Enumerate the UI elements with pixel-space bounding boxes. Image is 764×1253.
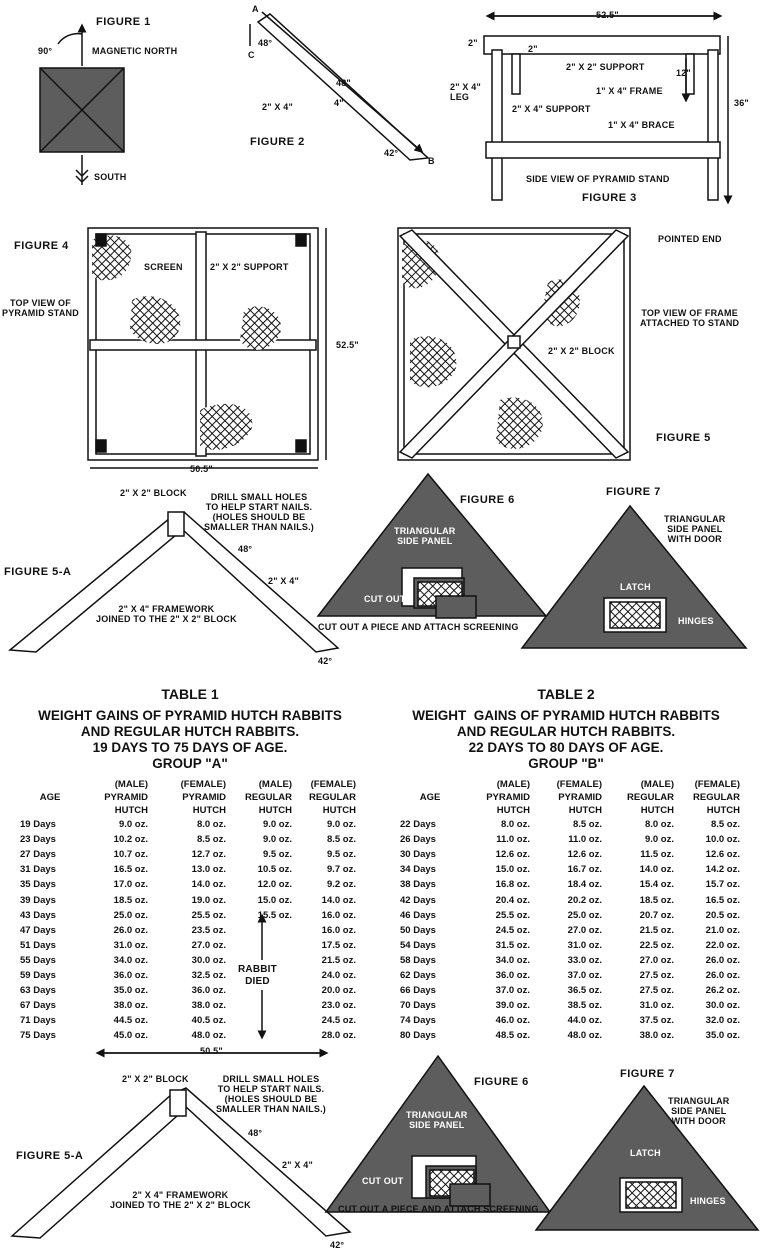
table-2-title: TABLE 2 [537,686,595,702]
figure-2-width: 4" [334,98,344,108]
age-cell: 51 Days [20,939,56,951]
weight-cell: 20.4 oz. [495,894,530,906]
age-cell: 58 Days [400,954,436,966]
weight-cell: 11.0 oz. [496,834,530,846]
weight-cell: 17.5 oz. [321,939,356,951]
weight-cell: 37.0 oz. [495,985,530,997]
weight-cell: 14.0 oz. [321,894,356,906]
table-row [20,938,356,953]
age-cell: 74 Days [400,1015,436,1027]
table-row [400,1028,740,1043]
weight-cell: 16.0 oz. [321,924,356,936]
age-cell: 38 Days [400,879,436,891]
figure-2-length: 48" [336,78,351,88]
figure-5a-angle-bottom-repeat: 42° [330,1240,345,1250]
weight-cell: 22.5 oz. [639,939,674,951]
figure-7-title-repeat: FIGURE 7 [620,1068,675,1080]
table-2-header: (MALE) REGULAR HUTCH [627,779,674,816]
weight-cell: 26.0 oz. [705,969,740,981]
figure-7-latch-repeat: LATCH [630,1148,661,1158]
weight-cell: 9.2 oz. [326,879,356,891]
weight-cell: 14.0 oz. [639,864,674,876]
weight-cell: 38.0 oz. [191,1000,226,1012]
weight-cell: 16.5 oz. [705,894,740,906]
table-1-header: (MALE) PYRAMID HUTCH [104,779,148,816]
weight-cell: 16.5 oz. [113,864,148,876]
weight-cell: 24.5 oz. [321,1015,356,1027]
weight-cell: 33.0 oz. [567,954,602,966]
figure-5a-framework-repeat: 2" X 4" FRAMEWORK JOINED TO THE 2" X 2" BLOCK [110,1190,251,1210]
figure-1-angle: 90° [38,46,53,56]
age-cell: 34 Days [400,864,436,876]
weight-cell: 17.0 oz. [113,879,148,891]
figure-6-panel: TRIANGULAR SIDE PANEL [394,526,456,546]
age-cell: 26 Days [400,834,436,846]
weight-cell: 8.5 oz. [326,834,356,846]
figure-6-attach-repeat: CUT OUT A PIECE AND ATTACH SCREENING [338,1204,539,1214]
weight-cell: 12.7 oz. [191,849,226,861]
figure-3-support-2x2: 2" X 2" SUPPORT [566,62,645,72]
table-row [400,923,740,938]
weight-cell: 9.5 oz. [262,849,292,861]
weight-cell: 27.5 oz. [639,969,674,981]
weight-cell: 36.0 oz. [495,969,530,981]
table-row [400,938,740,953]
age-cell: 50 Days [400,924,436,936]
figure-1-south: SOUTH [94,172,127,182]
weight-cell: 18.4 oz. [567,879,602,891]
age-cell: 22 Days [400,819,436,831]
table-1-header: AGE [39,792,61,803]
table-row [20,1013,356,1028]
weight-cell: 18.5 oz. [639,894,674,906]
age-cell: 30 Days [400,849,436,861]
figure-5a-angle-repeat: 48° [248,1128,263,1138]
weight-cell: 36.0 oz. [113,969,148,981]
age-cell: 66 Days [400,985,436,997]
figure-4-title: FIGURE 4 [14,240,69,252]
figure-2-c: C [248,50,255,60]
figure-3-top2: 2" [528,44,538,54]
figure-7-panel: TRIANGULAR SIDE PANEL WITH DOOR [664,514,726,544]
weight-cell: 24.5 oz. [495,924,530,936]
figure-3-title: FIGURE 3 [582,192,637,204]
age-cell: 27 Days [20,849,56,861]
weight-cell: 48.0 oz. [191,1030,226,1042]
weight-cell: 16.0 oz. [321,909,356,921]
figure-7-title: FIGURE 7 [606,486,661,498]
weight-cell: 19.0 oz. [191,894,226,906]
weight-cell: 18.5 oz. [113,894,148,906]
figure-6-cutout: CUT OUT [364,594,406,604]
age-cell: 67 Days [20,1000,56,1012]
weight-cell: 26.0 oz. [113,924,148,936]
weight-cell: 9.0 oz. [644,834,674,846]
table-row [400,847,740,862]
weight-cell: 44.5 oz. [113,1015,148,1027]
figure-5-pointed: POINTED END [658,234,722,244]
age-cell: 70 Days [400,1000,436,1012]
weight-cell: 30.0 oz. [705,1000,740,1012]
weight-cell: 25.5 oz. [495,909,530,921]
age-cell: 42 Days [400,894,436,906]
figure-5-title: FIGURE 5 [656,432,711,444]
table-row [20,862,356,877]
figure-7-hinges: HINGES [678,616,714,626]
table-2 [400,778,740,1043]
table-1 [20,778,356,1043]
figure-3-height: 36" [734,98,749,108]
weight-cell: 15.7 oz. [705,879,740,891]
weight-cell: 31.5 oz. [495,939,530,951]
figure-1-title: FIGURE 1 [96,16,151,28]
age-cell: 54 Days [400,939,436,951]
figure-5a-board: 2" X 4" [268,576,299,586]
weight-cell: 44.0 oz. [567,1015,602,1027]
weight-cell: 8.0 oz. [196,819,226,831]
figure-3-gap: 12" [676,68,691,78]
figure-4-stand-top [88,228,326,468]
figure-3-frame: 1" X 4" FRAME [596,86,663,96]
figure-2-angle-bottom: 42° [384,148,399,158]
figure-4-width: 50.5" [190,464,213,474]
weight-cell [226,998,292,1013]
figure-5a-angle: 48° [238,544,253,554]
weight-cell: 31.0 oz. [639,1000,674,1012]
weight-cell: 30.0 oz. [191,954,226,966]
weight-cell: 9.7 oz. [326,864,356,876]
table-1-header: (FEMALE) REGULAR HUTCH [309,779,356,816]
table-2-subtitle: WEIGHT GAINS OF PYRAMID HUTCH RABBITS AND REGULAR HUTCH RABBITS. 22 DAYS TO 80 DAYS OF AGE. GROUP "B" [412,708,720,771]
weight-cell: 23.0 oz. [321,1000,356,1012]
figure-6-panel-repeat: TRIANGULAR SIDE PANEL [406,1110,468,1130]
figure-4-support: 2" X 2" SUPPORT [210,262,289,272]
figure-3-width: 52.5" [596,10,619,20]
weight-cell: 45.0 oz. [113,1030,148,1042]
weight-cell: 23.5 oz. [191,924,226,936]
figure-3-support-2x4: 2" X 4" SUPPORT [512,104,591,114]
weight-cell: 27.0 oz. [191,939,226,951]
table-2-header: (MALE) PYRAMID HUTCH [486,779,530,816]
table-1-header: (MALE) REGULAR HUTCH [245,779,292,816]
weight-cell: 27.5 oz. [639,985,674,997]
weight-cell: 21.0 oz. [705,924,740,936]
figure-5a-board-repeat: 2" X 4" [282,1160,313,1170]
figure-7-hinges-repeat: HINGES [690,1196,726,1206]
age-cell: 63 Days [20,985,56,997]
weight-cell: 25.5 oz. [191,909,226,921]
table-row [20,847,356,862]
weight-cell: 16.7 oz. [567,864,602,876]
age-cell: 75 Days [20,1030,56,1042]
weight-cell: 20.0 oz. [321,985,356,997]
weight-cell: 35.0 oz. [705,1030,740,1042]
weight-cell: 10.5 oz. [257,864,292,876]
table-row [400,968,740,983]
table-row [20,1028,356,1043]
table-1-title: TABLE 1 [161,686,219,702]
weight-cell: 16.8 oz. [495,879,530,891]
weight-cell: 11.0 oz. [568,834,602,846]
weight-cell: 34.0 oz. [495,954,530,966]
weight-cell: 10.7 oz. [113,849,148,861]
age-cell: 62 Days [400,969,436,981]
weight-cell [226,1028,292,1043]
figure-2-title: FIGURE 2 [250,136,305,148]
weight-cell: 8.5 oz. [196,834,226,846]
weight-cell: 48.0 oz. [567,1030,602,1042]
weight-cell: 34.0 oz. [113,954,148,966]
age-cell: 80 Days [400,1030,436,1042]
figure-5a-block: 2" X 2" BLOCK [120,488,187,498]
weight-cell: 46.0 oz. [495,1015,530,1027]
table-row [20,923,356,938]
weight-cell: 8.5 oz. [710,819,740,831]
weight-cell: 20.2 oz. [567,894,602,906]
weight-cell: 22.0 oz. [705,939,740,951]
figure-5a-angle-bottom: 42° [318,656,333,666]
weight-cell: 15.5 oz. [257,909,292,921]
table-row [400,953,740,968]
weight-cell: 10.2 oz. [113,834,148,846]
figure-5a-drill: DRILL SMALL HOLES TO HELP START NAILS. (HOLES SHOULD BE SMALLER THAN NAILS.) [204,492,314,532]
table-row [20,968,356,983]
figure-5-block: 2" X 2" BLOCK [548,346,615,356]
table-row [400,817,740,832]
figure-5a-block-repeat: 2" X 2" BLOCK [122,1074,189,1084]
age-cell: 59 Days [20,969,56,981]
weight-cell: 15.4 oz. [639,879,674,891]
weight-cell: 38.0 oz. [639,1030,674,1042]
table-row [20,817,356,832]
age-cell: 43 Days [20,909,56,921]
weight-cell: 9.0 oz. [262,819,292,831]
weight-cell [226,938,292,953]
table-1-subtitle: WEIGHT GAINS OF PYRAMID HUTCH RABBITS AND REGULAR HUTCH RABBITS. 19 DAYS TO 75 DAYS OF AGE. GROUP "A" [38,708,342,771]
weight-cell: 36.0 oz. [191,985,226,997]
figure-5a-title-repeat: FIGURE 5-A [16,1150,84,1162]
table-2-header: (FEMALE) PYRAMID HUTCH [556,779,602,816]
weight-cell: 21.5 oz. [639,924,674,936]
weight-cell: 12.6 oz. [495,849,530,861]
table-row [400,998,740,1013]
weight-cell: 27.0 oz. [567,924,602,936]
table-row [400,983,740,998]
weight-cell: 12.0 oz. [257,879,292,891]
figure-5-view: TOP VIEW OF FRAME ATTACHED TO STAND [640,308,740,328]
table-row [20,953,356,968]
weight-cell: 21.5 oz. [321,954,356,966]
table-row [400,832,740,847]
table-row [400,892,740,907]
weight-cell: 15.0 oz. [495,864,530,876]
weight-cell: 20.5 oz. [705,909,740,921]
weight-cell: 9.0 oz. [326,819,356,831]
weight-cell: 14.0 oz. [191,879,226,891]
weight-cell: 38.5 oz. [567,1000,602,1012]
age-cell: 39 Days [20,894,56,906]
weight-cell: 9.0 oz. [118,819,148,831]
age-cell: 71 Days [20,1015,56,1027]
weight-cell: 28.0 oz. [321,1030,356,1042]
weight-cell: 13.0 oz. [191,864,226,876]
table-row [400,877,740,892]
table-row [20,983,356,998]
figure-6-cutout-repeat: CUT OUT [362,1176,404,1186]
figure-3-brace: 1" X 4" BRACE [608,120,675,130]
weight-cell: 37.0 oz. [567,969,602,981]
table-row [400,1013,740,1028]
table-2-header: (FEMALE) REGULAR HUTCH [693,779,740,816]
weight-cell [226,923,292,938]
age-cell: 35 Days [20,879,56,891]
figure-5a-drill-repeat: DRILL SMALL HOLES TO HELP START NAILS. (HOLES SHOULD BE SMALLER THAN NAILS.) [216,1074,326,1114]
table-row [20,877,356,892]
figure-5a-title: FIGURE 5-A [4,566,72,578]
table-1-header: (FEMALE) PYRAMID HUTCH [180,779,226,816]
weight-cell: 39.0 oz. [495,1000,530,1012]
weight-cell: 31.0 oz. [113,939,148,951]
weight-cell: 20.7 oz. [639,909,674,921]
table-row [400,908,740,923]
weight-cell: 26.0 oz. [705,954,740,966]
figure-6-attach: CUT OUT A PIECE AND ATTACH SCREENING [318,622,519,632]
age-cell: 47 Days [20,924,56,936]
figure-7-latch: LATCH [620,582,651,592]
age-cell: 19 Days [20,819,56,831]
weight-cell: 35.0 oz. [113,985,148,997]
age-cell: 23 Days [20,834,56,846]
weight-cell: 25.0 oz. [567,909,602,921]
table-row [20,908,356,923]
figure-4-view: TOP VIEW OF PYRAMID STAND [2,298,79,318]
figure-5-frame-top [398,228,630,460]
figure-6-title: FIGURE 6 [460,494,515,506]
table-1-dimension: 50.5" [200,1046,223,1056]
figure-4-screen: SCREEN [144,262,183,272]
table-row [20,998,356,1013]
table-row [400,862,740,877]
figure-7-panel-repeat: TRIANGULAR SIDE PANEL WITH DOOR [668,1096,730,1126]
figure-3-leg: 2" X 4" LEG [450,82,481,102]
weight-cell: 36.5 oz. [567,985,602,997]
weight-cell: 32.0 oz. [705,1015,740,1027]
weight-cell: 27.0 oz. [639,954,674,966]
figure-2-b: B [428,156,435,166]
weight-cell: 15.0 oz. [257,894,292,906]
age-cell: 31 Days [20,864,56,876]
weight-cell: 9.5 oz. [326,849,356,861]
weight-cell: 12.6 oz. [705,849,740,861]
weight-cell: 11.5 oz. [640,849,674,861]
age-cell: 55 Days [20,954,56,966]
weight-cell: 9.0 oz. [262,834,292,846]
weight-cell: 12.6 oz. [567,849,602,861]
weight-cell: 37.5 oz. [639,1015,674,1027]
figure-3-caption: SIDE VIEW OF PYRAMID STAND [526,174,670,184]
figure-5a-framework: 2" X 4" FRAMEWORK JOINED TO THE 2" X 2" BLOCK [96,604,237,624]
weight-cell: 48.5 oz. [495,1030,530,1042]
weight-cell: 40.5 oz. [191,1015,226,1027]
figure-1-north: MAGNETIC NORTH [92,46,178,56]
weight-cell: 31.0 oz. [567,939,602,951]
table-row [20,832,356,847]
weight-cell: 38.0 oz. [113,1000,148,1012]
weight-cell: 8.5 oz. [572,819,602,831]
weight-cell: 32.5 oz. [191,969,226,981]
weight-cell: 25.0 oz. [113,909,148,921]
age-cell: 46 Days [400,909,436,921]
table-2-header: AGE [419,792,441,803]
figure-4-depth: 52.5" [336,340,359,350]
figure-3-top: 2" [468,38,478,48]
weight-cell: 10.0 oz. [705,834,740,846]
weight-cell: 24.0 oz. [321,969,356,981]
rabbit-died-note: RABBIT DIED [238,964,277,987]
figure-2-board: 2" X 4" [262,102,293,112]
weight-cell: 14.2 oz. [705,864,740,876]
figure-6-title-repeat: FIGURE 6 [474,1076,529,1088]
weight-cell: 8.0 oz. [644,819,674,831]
figure-2-a: A [252,4,259,14]
table-row [20,892,356,907]
figure-2-angle-top: 48° [258,38,273,48]
weight-cell: 8.0 oz. [500,819,530,831]
weight-cell [226,1013,292,1028]
weight-cell: 26.2 oz. [705,985,740,997]
